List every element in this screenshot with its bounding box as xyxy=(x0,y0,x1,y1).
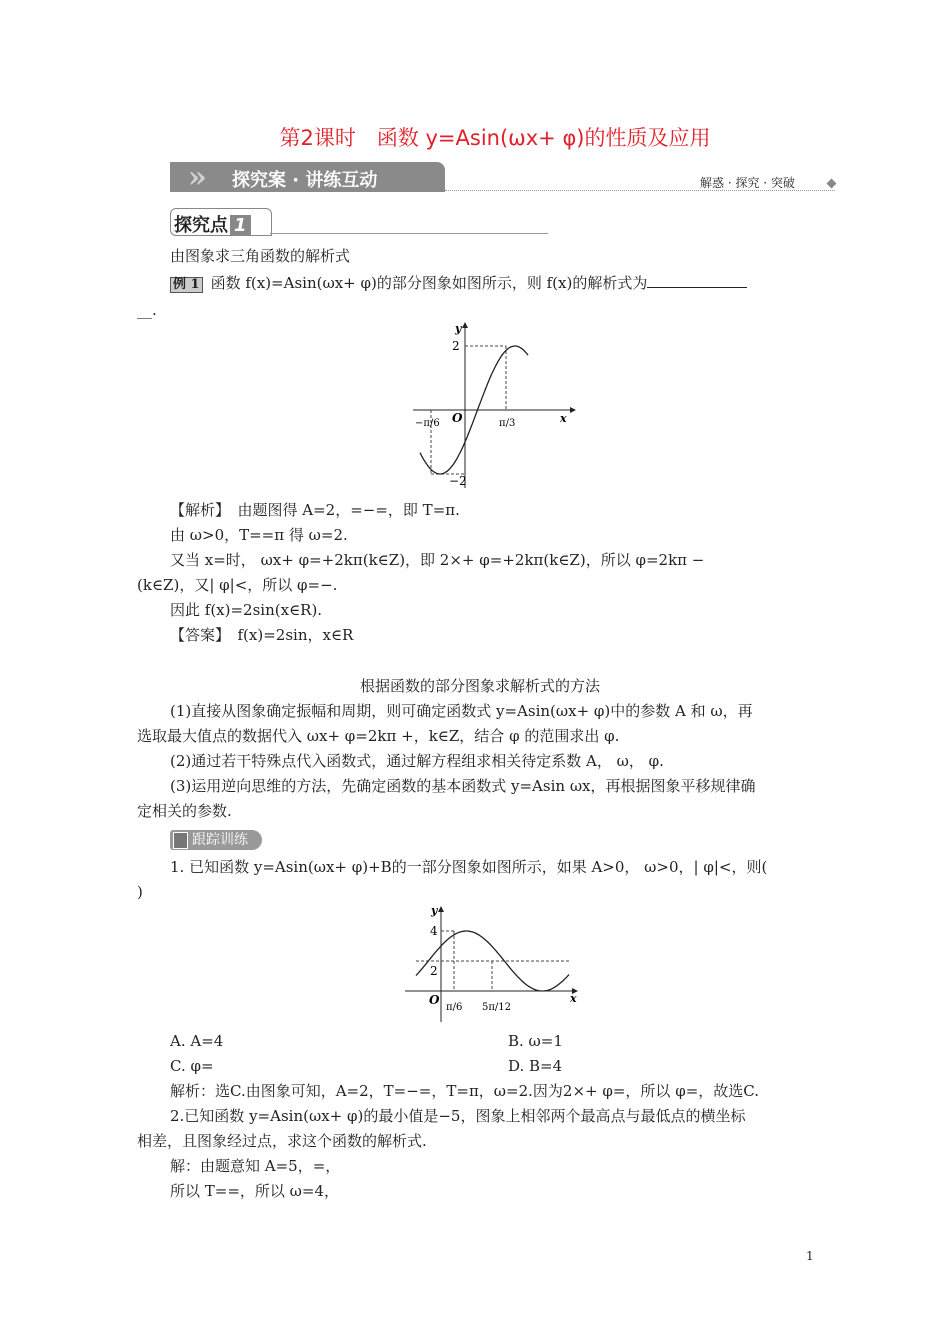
topic: 由图象求三角函数的解析式 xyxy=(170,247,351,265)
option-a: A. A=4 xyxy=(170,1032,224,1050)
y-axis-arrow-icon xyxy=(462,322,468,328)
section-point-box xyxy=(170,208,272,236)
solution-line: (k∈Z)，又| φ|<，所以 φ=−. xyxy=(137,576,338,594)
y-axis-arrow-icon xyxy=(438,906,444,912)
method-line: (3)运用逆向思维的方法，先确定函数的基本函数式 y=Asin ωx，再根据图象平移规律确 xyxy=(170,777,756,795)
x-left-label: −π/6 xyxy=(415,418,440,429)
origin-label: O xyxy=(452,411,463,425)
solution-line: 因此 f(x)=2sin(x∈R). xyxy=(170,601,323,619)
method-line: (1)直接从图象确定振幅和周期，则可确定函数式 y=Asin(ωx+ φ)中的参数 A 和 ω，再 xyxy=(170,702,753,720)
divider xyxy=(270,233,548,234)
diamond-icon xyxy=(827,179,837,189)
x-label: x xyxy=(570,992,577,1005)
method-heading: 根据函数的部分图象求解析式的方法 xyxy=(360,677,601,695)
method-line: (2)通过若干特殊点代入函数式，通过解方程组求相关待定系数 A， ω， φ. xyxy=(170,752,664,770)
option-d: D. B=4 xyxy=(508,1057,563,1075)
banner-label: 探究案 · 讲练互动 xyxy=(232,170,378,191)
x-axis-arrow-icon xyxy=(570,407,576,413)
solution-line: 【解析】 由题图得 A=2，=−=，即 T=π. xyxy=(170,501,460,519)
solution-line: 由 ω>0，T==π 得 ω=2. xyxy=(170,526,348,544)
chevron-icon: » xyxy=(188,160,207,195)
answer-blank xyxy=(647,273,747,288)
method-line: 选取最大值点的数据代入 ωx+ φ=2kπ +，k∈Z，结合 φ 的范围求出 φ. xyxy=(137,727,620,745)
answer-line: 【答案】 f(x)=2sin，x∈R xyxy=(170,626,354,644)
point-label: 探究点 xyxy=(174,215,228,236)
y-max-label: 2 xyxy=(452,339,460,353)
y-mid-label: 2 xyxy=(430,964,438,978)
q1-solution: 解析：选C.由图象可知，A=2，T=−=，T=π，ω=2.因为2×+ φ=，所以 φ=，故选C. xyxy=(170,1082,759,1100)
y-label: y xyxy=(455,322,462,335)
question-1: 1. 已知函数 y=Asin(ωx+ φ)+B的一部分图象如图所示，如果 A>0， ω>0，| φ|<，则( xyxy=(170,858,768,876)
solution-line: 又当 x=时， ωx+ φ=+2kπ(k∈Z)，即 2×+ φ=+2kπ(k∈Z)，所以 φ=2kπ − xyxy=(170,551,705,569)
y-min-label: −2 xyxy=(449,474,467,488)
method-line: 定相关的参数. xyxy=(137,802,232,820)
question-1-tail: ) xyxy=(137,883,143,901)
page-number: 1 xyxy=(806,1249,814,1263)
checklist-icon xyxy=(173,832,188,849)
example-tag: 例 1 xyxy=(170,277,203,293)
option-b: B. ω=1 xyxy=(508,1032,563,1050)
banner-subtitle: 解惑 · 探究 · 突破 xyxy=(700,176,795,190)
example-text: 函数 f(x)=Asin(ωx+ φ)的部分图象如图所示，则 f(x)的解析式为 xyxy=(210,274,648,292)
q2-solution: 解：由题意知 A=5，=， xyxy=(170,1157,341,1175)
tracking-label: 跟踪训练 xyxy=(192,832,248,848)
x2-label: 5π/12 xyxy=(482,1002,512,1013)
graph-2 xyxy=(400,900,585,1025)
example-1 xyxy=(170,273,747,293)
section-banner xyxy=(170,160,445,195)
point-number: 1 xyxy=(230,215,251,236)
y-top-label: 4 xyxy=(430,924,438,938)
option-c: C. φ= xyxy=(170,1057,214,1075)
origin-label: O xyxy=(429,993,440,1007)
x-label: x xyxy=(560,412,567,425)
x-right-label: π/3 xyxy=(499,418,516,429)
y-label: y xyxy=(431,904,438,917)
tracking-banner xyxy=(170,830,262,850)
graph-1 xyxy=(405,318,580,493)
lesson-title: 第2课时 函数 y=Asin(ωx+ φ)的性质及应用 xyxy=(279,126,711,150)
question-2-cont: 相差，且图象经过点，求这个函数的解析式. xyxy=(137,1132,427,1150)
x1-label: π/6 xyxy=(446,1002,463,1013)
question-2: 2.已知函数 y=Asin(ωx+ φ)的最小值是−5，图象上相邻两个最高点与最低点的横坐标 xyxy=(170,1107,746,1125)
example-tail: __. xyxy=(137,301,157,319)
q2-solution: 所以 T==，所以 ω=4， xyxy=(170,1182,340,1200)
